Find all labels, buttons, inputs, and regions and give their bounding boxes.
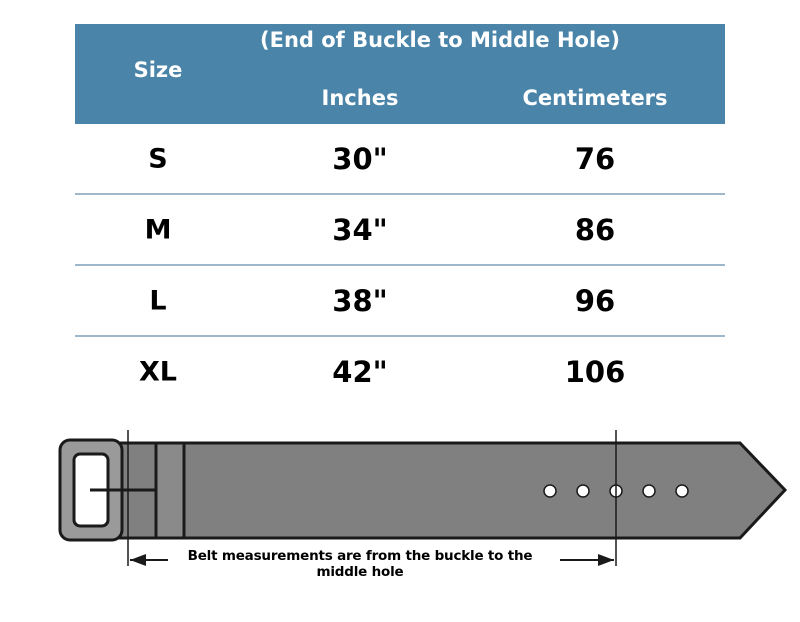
table-row [75,266,725,337]
measurement-caption: Belt measurements are from the buckle to the middle hole [187,548,533,580]
cell-inches: 34" [332,212,388,247]
cell-inches: 42" [332,354,388,389]
cell-inches: 30" [332,141,388,176]
column-header-inches: Inches [321,86,399,110]
table-row [75,195,725,266]
column-header-size: Size [133,58,183,82]
measurement-arrow-right [598,554,614,566]
column-header-centimeters: Centimeters [522,86,668,110]
cell-inches: 38" [332,283,388,318]
cell-centimeters: 86 [574,212,616,247]
measurement-arrow-left [130,554,146,566]
belt-hole [577,485,589,497]
belt-hole [643,485,655,497]
table-row [75,124,725,195]
cell-size: L [149,285,167,316]
cell-centimeters: 106 [564,354,626,389]
table-row [75,337,725,406]
belt-keeper-loop [156,443,184,538]
belt-hole [676,485,688,497]
belt-hole [544,485,556,497]
header-subtitle: (End of Buckle to Middle Hole) [260,28,620,52]
cell-centimeters: 96 [574,283,616,318]
cell-size: M [144,214,172,245]
size-table-body [75,124,725,406]
cell-size: S [148,143,168,174]
cell-size: XL [138,356,178,387]
cell-centimeters: 76 [574,141,616,176]
